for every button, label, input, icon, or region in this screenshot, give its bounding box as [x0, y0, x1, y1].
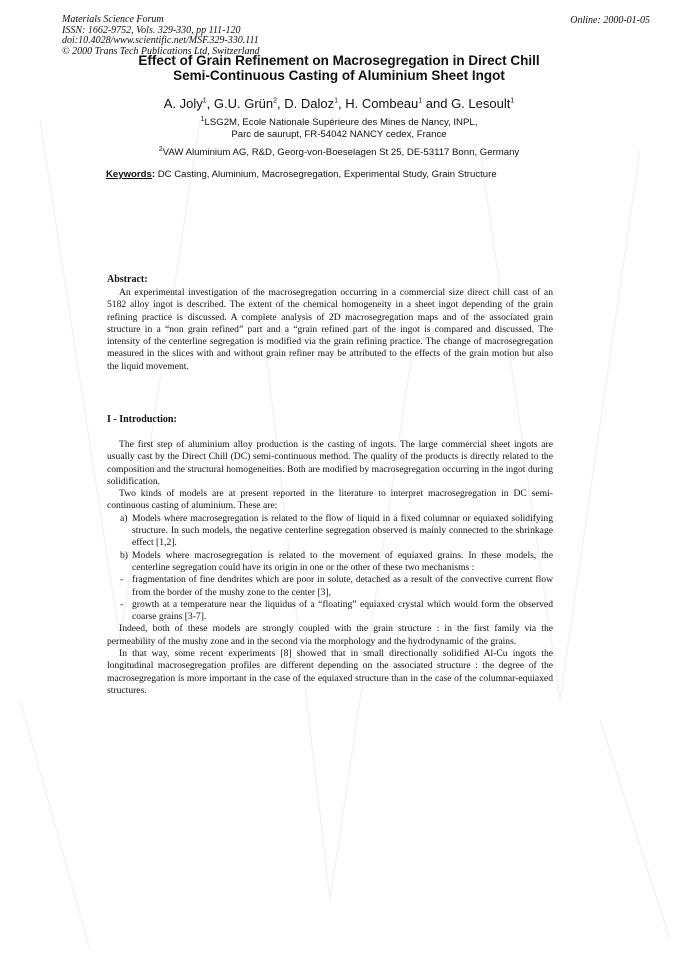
author-list: [0, 96, 678, 111]
title-line-1-clipped: [0, 53, 678, 68]
intro-paragraph: Indeed, both of these models are strongly coupled with the grain structure : in the first family via the permeability of the mushy zone and in the second via the morphology and the hydrodynamic of the grains.: [107, 623, 553, 647]
list-marker: b): [120, 549, 128, 561]
list-item: [107, 574, 553, 599]
list-item-text: growth at a temperature near the liquidus of a “floating” equiaxed crystal which would form the observed coarse grains [3-7].: [132, 598, 553, 623]
list-item-text: Models where macrosegregation is related to the movement of equiaxed grains. In these models, the centerline segregation could have its origin in one or the other of these two mechanisms :: [132, 549, 553, 573]
affiliation-sup: 1: [200, 115, 205, 123]
keywords-label: Keywords: [106, 169, 152, 180]
keywords: [106, 169, 497, 180]
keywords-text: DC Casting, Aluminium, Macrosegregation, Experimental Study, Grain Structure: [155, 169, 497, 180]
list-item-text: fragmentation of fine dendrites which are poor in solute, detached as a result of the convective current flow from the border of the mushy zone to the center [3],: [132, 574, 553, 598]
title-line-1: Effect of Grain Refinement on Macrosegregation in Direct Chill: [138, 53, 540, 68]
model-list: [107, 513, 553, 624]
journal-issn: ISSN: 1662-9752, Vols. 329-330, pp 111-120: [62, 24, 241, 36]
abstract-body: [107, 287, 553, 373]
list-marker: a): [120, 512, 128, 524]
author: A. Joly: [163, 96, 203, 111]
paper-title: Semi-Continuous Casting of Aluminium Sheet Ingot: [173, 68, 505, 83]
list-item: [107, 513, 553, 550]
author-sup: 2: [273, 97, 278, 105]
journal-doi: doi:10.4028/www.scientific.net/MSF.329-330.111: [62, 35, 259, 46]
author-sep: ,: [338, 96, 346, 111]
author-sep: ,: [206, 96, 214, 111]
affiliation-2-line-1: VAW Aluminium AG, R&D, Georg-von-Boeselagen St 25, DE-53117 Bonn, Germany: [162, 147, 520, 158]
author: D. Daloz: [284, 96, 335, 111]
author-sup: 1: [202, 97, 207, 105]
intro-paragraph: Two kinds of models are at present reported in the literature to interpret macrosegregation in DC semi-continuous casting of aluminium. These are:: [107, 488, 553, 512]
author-sup: 1: [334, 97, 339, 105]
introduction-body: [107, 439, 553, 697]
affiliation-1: [0, 117, 678, 141]
abstract-text: An experimental investigation of the macrosegregation occurring in a commercial size direct chill cast of an 5182 alloy ingot is described. The extent of the chemical homogeneity in a sheet ingot depending of the grain refining practice is discussed. A complete analysis of 2D macrosegregation maps and of the associated grain structure in a “non grain refined” part and a “grain refined part of the ingot is compared and discussed. The intensity of the centerline segregation is modified via the grain refining practice. The change of macrosegregation measured in the slices with and without grain refiner may be attributed to the effects of the grain motion but also the liquid movement.: [107, 287, 553, 372]
list-marker: -: [120, 574, 124, 586]
introduction-heading: I - Introduction:: [107, 414, 177, 425]
author-sep: and: [422, 96, 452, 111]
author-sup: 1: [510, 97, 515, 105]
author-sup: 1: [418, 97, 423, 105]
abstract-heading: Abstract:: [107, 274, 148, 285]
list-item-text: Models where macrosegregation is related to the flow of liquid in a fixed columnar or equiaxed solidifying structure. In such models, the negative centerline segregation observed is mainly connected to the shrinkage effect [1,2].: [132, 512, 553, 549]
intro-paragraph: The first step of aluminium alloy production is the casting of ingots. The large commercial sheet ingots are usually cast by the Direct Chill (DC) semi-continuous method. The quality of the products is directly related to the composition and the structural homogeneities. Both are modified by macrosegregation occurring in the ingot during solidification.: [107, 439, 553, 487]
affiliation-2: [0, 147, 678, 159]
online-date: Online: 2000-01-05: [570, 15, 650, 26]
affiliation-1-line-2: Parc de saurupt, FR-54042 NANCY cedex, France: [231, 129, 447, 140]
keywords-colon: :: [151, 169, 156, 180]
journal-info: [62, 15, 260, 57]
author: G.U. Grün: [213, 96, 274, 111]
affiliation-1-line-1: LSG2M, Ecole Nationale Supérieure des Mines de Nancy, INPL,: [204, 117, 478, 128]
author: G. Lesoult: [451, 96, 511, 111]
author-sep: ,: [277, 96, 285, 111]
journal-copyright: © 2000 Trans Tech Publications Ltd, Switzerland: [62, 45, 260, 57]
journal-name: Materials Science Forum: [62, 14, 164, 25]
affiliation-sup: 2: [158, 145, 163, 153]
intro-paragraph: In that way, some recent experiments [8] showed that in small directionally solidified Al-Cu ingots the longitudinal macrosegregation profiles are different depending on the associated structure : the degree of the macrosegregation is more important in the case of the equiaxed structure than in the case of the columnar-equiaxed structures.: [107, 648, 553, 696]
list-item: [107, 599, 553, 624]
author: H. Combeau: [345, 96, 419, 111]
list-item: [107, 550, 553, 575]
list-marker: -: [120, 598, 124, 610]
